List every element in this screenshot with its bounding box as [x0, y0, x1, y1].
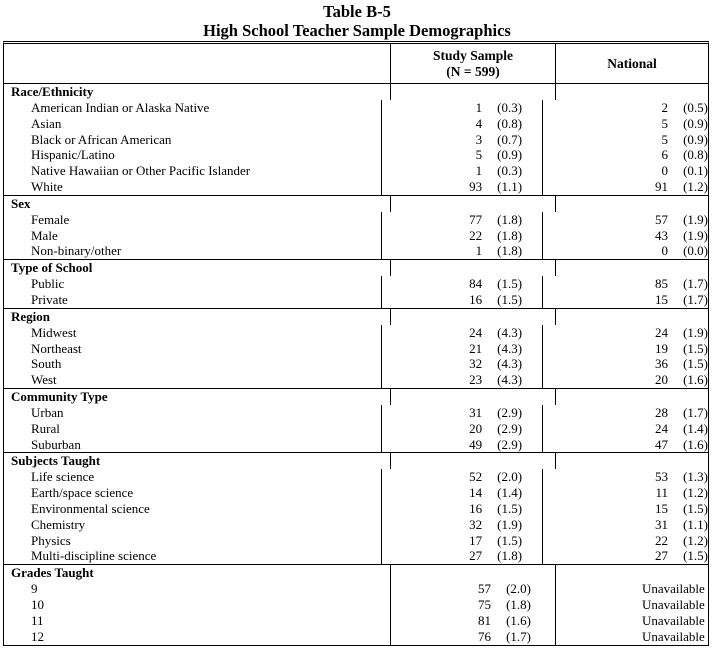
table-section — [4, 84, 708, 196]
study-sample-percent: 22 — [469, 227, 483, 243]
national-cell — [543, 179, 708, 195]
study-sample-cell — [382, 147, 543, 163]
study-sample-cell — [382, 485, 543, 501]
section-national-cell — [556, 309, 708, 325]
row-label: 10 — [4, 597, 391, 613]
table-row — [4, 548, 708, 564]
study-sample-percent: 77 — [469, 211, 483, 227]
study-sample-standard-error: (4.3) — [497, 356, 523, 372]
study-sample-percent: 20 — [469, 420, 483, 436]
national-unavailable: Unavailable — [642, 628, 705, 644]
national-cell — [556, 597, 708, 613]
national-cell — [543, 517, 708, 533]
national-standard-error: (1.2) — [683, 485, 708, 501]
national-standard-error: (1.2) — [683, 532, 708, 548]
table-subtitle: High School Teacher Sample Demographics — [203, 21, 511, 40]
national-percent: 31 — [655, 516, 668, 532]
study-sample-standard-error: (1.9) — [497, 516, 523, 532]
national-column-header — [556, 44, 708, 83]
national-cell — [543, 548, 708, 564]
national-cell — [543, 292, 708, 308]
study-sample-percent: 32 — [469, 356, 483, 372]
national-cell — [543, 485, 708, 501]
section-study-cell — [391, 196, 556, 212]
national-percent: 28 — [655, 404, 668, 420]
table-row — [4, 179, 708, 195]
study-sample-cell — [391, 613, 556, 629]
study-sample-cell — [382, 132, 543, 148]
table-row — [4, 116, 708, 132]
study-sample-cell — [382, 325, 543, 341]
study-sample-header-line2: (N = 599) — [446, 63, 500, 79]
national-standard-error: (1.6) — [683, 372, 708, 388]
section-national-cell — [556, 196, 708, 212]
national-cell — [543, 132, 708, 148]
national-standard-error: (1.5) — [683, 500, 708, 516]
section-header-row — [4, 309, 708, 325]
label-column-header — [4, 44, 391, 83]
national-percent: 11 — [655, 485, 668, 501]
study-sample-percent: 27 — [469, 548, 483, 564]
study-sample-cell — [382, 437, 543, 453]
table-row — [4, 485, 708, 501]
study-sample-cell — [382, 228, 543, 244]
national-cell — [543, 501, 708, 517]
section-national-cell — [556, 453, 708, 469]
national-standard-error: (1.7) — [683, 291, 708, 307]
section-header-row — [4, 260, 708, 276]
row-label: Male — [4, 228, 382, 244]
national-cell — [543, 325, 708, 341]
table-row — [4, 341, 708, 357]
study-sample-cell — [391, 581, 556, 597]
study-sample-percent: 93 — [469, 179, 483, 195]
study-sample-cell — [382, 212, 543, 228]
row-label: Environmental science — [4, 501, 382, 517]
national-cell — [543, 437, 708, 453]
national-percent: 19 — [655, 340, 668, 356]
section-title: Subjects Taught — [4, 453, 391, 469]
national-standard-error: (1.9) — [683, 227, 708, 243]
row-label: Asian — [4, 116, 382, 132]
table-section — [4, 565, 708, 644]
row-label: Native Hawaiian or Other Pacific Islander — [4, 163, 382, 179]
study-sample-percent: 52 — [469, 469, 483, 485]
study-sample-percent: 32 — [469, 516, 483, 532]
national-percent: 24 — [655, 420, 668, 436]
study-sample-header-line1: Study Sample — [433, 47, 513, 63]
study-sample-standard-error: (1.7) — [506, 628, 531, 644]
national-percent: 2 — [661, 99, 668, 115]
table-section — [4, 453, 708, 565]
row-label: Black or African American — [4, 132, 382, 148]
national-standard-error: (1.9) — [683, 211, 708, 227]
study-sample-standard-error: (2.9) — [497, 420, 523, 436]
national-percent: 57 — [655, 211, 668, 227]
row-label: Chemistry — [4, 517, 382, 533]
demographics-table — [3, 41, 709, 646]
table-section — [4, 389, 708, 453]
study-sample-cell — [382, 292, 543, 308]
table-row — [4, 629, 708, 645]
table-section — [4, 260, 708, 309]
table-section — [4, 196, 708, 260]
row-label: 12 — [4, 629, 391, 645]
study-sample-standard-error: (2.9) — [497, 436, 523, 452]
national-cell — [543, 228, 708, 244]
study-sample-cell — [382, 501, 543, 517]
national-percent: 0 — [661, 243, 668, 259]
national-standard-error: (1.9) — [683, 324, 708, 340]
national-cell — [543, 356, 708, 372]
table-row — [4, 100, 708, 116]
national-standard-error: (1.5) — [683, 548, 708, 564]
study-sample-cell — [382, 163, 543, 179]
row-label: Rural — [4, 421, 382, 437]
table-row — [4, 325, 708, 341]
section-title: Race/Ethnicity — [4, 84, 391, 100]
section-national-cell — [556, 565, 708, 581]
table-row — [4, 147, 708, 163]
table-row — [4, 228, 708, 244]
national-percent: 91 — [655, 179, 668, 195]
national-cell — [543, 421, 708, 437]
study-sample-percent: 5 — [475, 147, 483, 163]
study-sample-percent: 81 — [478, 612, 491, 628]
table-row — [4, 212, 708, 228]
table-row — [4, 421, 708, 437]
row-label: Non-binary/other — [4, 243, 382, 259]
study-sample-percent: 4 — [475, 115, 483, 131]
national-standard-error: (1.3) — [683, 469, 708, 485]
national-percent: 53 — [655, 469, 668, 485]
study-sample-standard-error: (1.5) — [497, 532, 523, 548]
national-percent: 5 — [661, 115, 668, 131]
table-row — [4, 243, 708, 259]
national-percent: 5 — [661, 131, 668, 147]
study-sample-standard-error: (2.0) — [506, 581, 531, 597]
study-sample-cell — [382, 356, 543, 372]
study-sample-percent: 16 — [469, 500, 483, 516]
row-label: Physics — [4, 533, 382, 549]
row-label: Northeast — [4, 341, 382, 357]
national-cell — [543, 212, 708, 228]
table-body — [4, 84, 708, 645]
study-sample-standard-error: (1.5) — [497, 291, 523, 307]
national-percent: 15 — [655, 500, 668, 516]
study-sample-standard-error: (2.0) — [497, 469, 523, 485]
section-study-cell — [391, 565, 556, 581]
national-percent: 15 — [655, 291, 668, 307]
row-label: White — [4, 179, 382, 195]
study-sample-standard-error: (4.3) — [497, 324, 523, 340]
section-title: Sex — [4, 196, 391, 212]
table-row — [4, 469, 708, 485]
study-sample-standard-error: (1.5) — [497, 276, 523, 292]
national-standard-error: (0.9) — [683, 115, 708, 131]
row-label: 11 — [4, 613, 391, 629]
section-header-row — [4, 389, 708, 405]
study-sample-standard-error: (0.3) — [497, 99, 523, 115]
national-percent: 85 — [655, 276, 668, 292]
national-cell — [543, 469, 708, 485]
study-sample-cell — [382, 276, 543, 292]
study-sample-percent: 76 — [478, 628, 491, 644]
national-cell — [543, 341, 708, 357]
study-sample-cell — [382, 179, 543, 195]
section-title: Region — [4, 309, 391, 325]
row-label: Private — [4, 292, 382, 308]
study-sample-cell — [391, 629, 556, 645]
section-national-cell — [556, 389, 708, 405]
row-label: Life science — [4, 469, 382, 485]
national-percent: 36 — [655, 356, 668, 372]
study-sample-standard-error: (1.1) — [497, 179, 523, 195]
row-label: Suburban — [4, 437, 382, 453]
row-label: Urban — [4, 405, 382, 421]
national-cell — [556, 613, 708, 629]
study-sample-percent: 16 — [469, 291, 483, 307]
study-sample-standard-error: (1.8) — [497, 211, 523, 227]
table-row — [4, 163, 708, 179]
table-row — [4, 356, 708, 372]
study-sample-standard-error: (1.8) — [497, 548, 523, 564]
national-percent: 43 — [655, 227, 668, 243]
study-sample-standard-error: (1.8) — [506, 597, 531, 612]
row-label: South — [4, 356, 382, 372]
study-sample-standard-error: (1.6) — [506, 612, 531, 628]
row-label: Female — [4, 212, 382, 228]
study-sample-standard-error: (0.3) — [497, 163, 523, 179]
national-cell — [543, 372, 708, 388]
national-cell — [543, 100, 708, 116]
section-study-cell — [391, 389, 556, 405]
table-row — [4, 597, 708, 613]
study-sample-cell — [382, 243, 543, 259]
section-study-cell — [391, 309, 556, 325]
study-sample-percent: 75 — [478, 597, 491, 612]
table-row — [4, 581, 708, 597]
table-row — [4, 132, 708, 148]
section-national-cell — [556, 260, 708, 276]
national-percent: 24 — [655, 324, 668, 340]
table-header — [4, 44, 708, 84]
section-title: Community Type — [4, 389, 391, 405]
study-sample-percent: 1 — [475, 243, 483, 259]
national-standard-error: (0.9) — [683, 131, 708, 147]
national-unavailable: Unavailable — [642, 597, 705, 612]
study-sample-standard-error: (1.8) — [497, 243, 523, 259]
row-label: Public — [4, 276, 382, 292]
table-section — [4, 309, 708, 389]
row-label: West — [4, 372, 382, 388]
table-row — [4, 517, 708, 533]
row-label: Earth/space science — [4, 485, 382, 501]
national-unavailable: Unavailable — [642, 612, 705, 628]
national-standard-error: (1.4) — [683, 420, 708, 436]
national-standard-error: (1.5) — [683, 340, 708, 356]
national-standard-error: (1.1) — [683, 516, 708, 532]
study-sample-cell — [382, 548, 543, 564]
section-header-row — [4, 196, 708, 212]
table-row — [4, 292, 708, 308]
national-header-label: National — [607, 55, 657, 71]
national-percent: 6 — [661, 147, 668, 163]
national-cell — [543, 116, 708, 132]
table-row — [4, 276, 708, 292]
national-cell — [556, 629, 708, 645]
national-standard-error: (1.7) — [683, 276, 708, 292]
study-sample-standard-error: (1.8) — [497, 227, 523, 243]
study-sample-percent: 1 — [475, 99, 483, 115]
national-percent: 0 — [661, 163, 668, 179]
study-sample-standard-error: (4.3) — [497, 372, 523, 388]
row-label: 9 — [4, 581, 391, 597]
national-standard-error: (0.5) — [683, 99, 708, 115]
national-standard-error: (1.5) — [683, 356, 708, 372]
table-title: Table B-5 — [323, 2, 391, 21]
study-sample-standard-error: (2.9) — [497, 404, 523, 420]
section-title: Type of School — [4, 260, 391, 276]
table-row — [4, 501, 708, 517]
study-sample-cell — [382, 517, 543, 533]
table-row — [4, 405, 708, 421]
study-sample-percent: 3 — [475, 131, 483, 147]
table-row — [4, 372, 708, 388]
section-title: Grades Taught — [4, 565, 391, 581]
study-sample-cell — [382, 372, 543, 388]
study-sample-column-header — [391, 44, 556, 83]
row-label: Hispanic/Latino — [4, 147, 382, 163]
national-cell — [556, 581, 708, 597]
study-sample-percent: 31 — [469, 404, 483, 420]
study-sample-percent: 49 — [469, 436, 483, 452]
study-sample-cell — [382, 421, 543, 437]
table-caption — [0, 2, 714, 40]
national-cell — [543, 405, 708, 421]
study-sample-cell — [382, 100, 543, 116]
table-row — [4, 437, 708, 453]
study-sample-percent: 84 — [469, 276, 483, 292]
study-sample-cell — [382, 116, 543, 132]
study-sample-standard-error: (0.8) — [497, 115, 523, 131]
study-sample-cell — [391, 597, 556, 613]
national-cell — [543, 276, 708, 292]
national-standard-error: (0.8) — [683, 147, 708, 163]
national-percent: 47 — [655, 436, 668, 452]
table-row — [4, 613, 708, 629]
national-cell — [543, 147, 708, 163]
study-sample-percent: 17 — [469, 532, 483, 548]
national-percent: 27 — [655, 548, 668, 564]
national-standard-error: (1.2) — [683, 179, 708, 195]
row-label: American Indian or Alaska Native — [4, 100, 382, 116]
national-cell — [543, 243, 708, 259]
section-study-cell — [391, 260, 556, 276]
study-sample-percent: 57 — [478, 581, 491, 597]
national-percent: 20 — [655, 372, 668, 388]
study-sample-percent: 24 — [469, 324, 483, 340]
study-sample-standard-error: (4.3) — [497, 340, 523, 356]
study-sample-percent: 14 — [469, 485, 483, 501]
row-label: Midwest — [4, 325, 382, 341]
row-label: Multi-discipline science — [4, 548, 382, 564]
national-standard-error: (0.1) — [683, 163, 708, 179]
study-sample-standard-error: (0.9) — [497, 147, 523, 163]
national-standard-error: (1.7) — [683, 404, 708, 420]
section-national-cell — [556, 84, 708, 100]
study-sample-standard-error: (1.5) — [497, 500, 523, 516]
study-sample-cell — [382, 469, 543, 485]
section-study-cell — [391, 84, 556, 100]
national-cell — [543, 533, 708, 549]
study-sample-cell — [382, 533, 543, 549]
national-standard-error: (0.0) — [683, 243, 708, 259]
national-standard-error: (1.6) — [683, 436, 708, 452]
national-cell — [543, 163, 708, 179]
study-sample-standard-error: (1.4) — [497, 485, 523, 501]
study-sample-percent: 1 — [475, 163, 483, 179]
study-sample-cell — [382, 341, 543, 357]
national-unavailable: Unavailable — [642, 581, 705, 597]
study-sample-cell — [382, 405, 543, 421]
section-study-cell — [391, 453, 556, 469]
section-header-row — [4, 84, 708, 100]
table-row — [4, 533, 708, 549]
section-header-row — [4, 453, 708, 469]
study-sample-percent: 23 — [469, 372, 483, 388]
section-header-row — [4, 565, 708, 581]
study-sample-percent: 21 — [469, 340, 483, 356]
study-sample-standard-error: (0.7) — [497, 131, 523, 147]
national-percent: 22 — [655, 532, 668, 548]
